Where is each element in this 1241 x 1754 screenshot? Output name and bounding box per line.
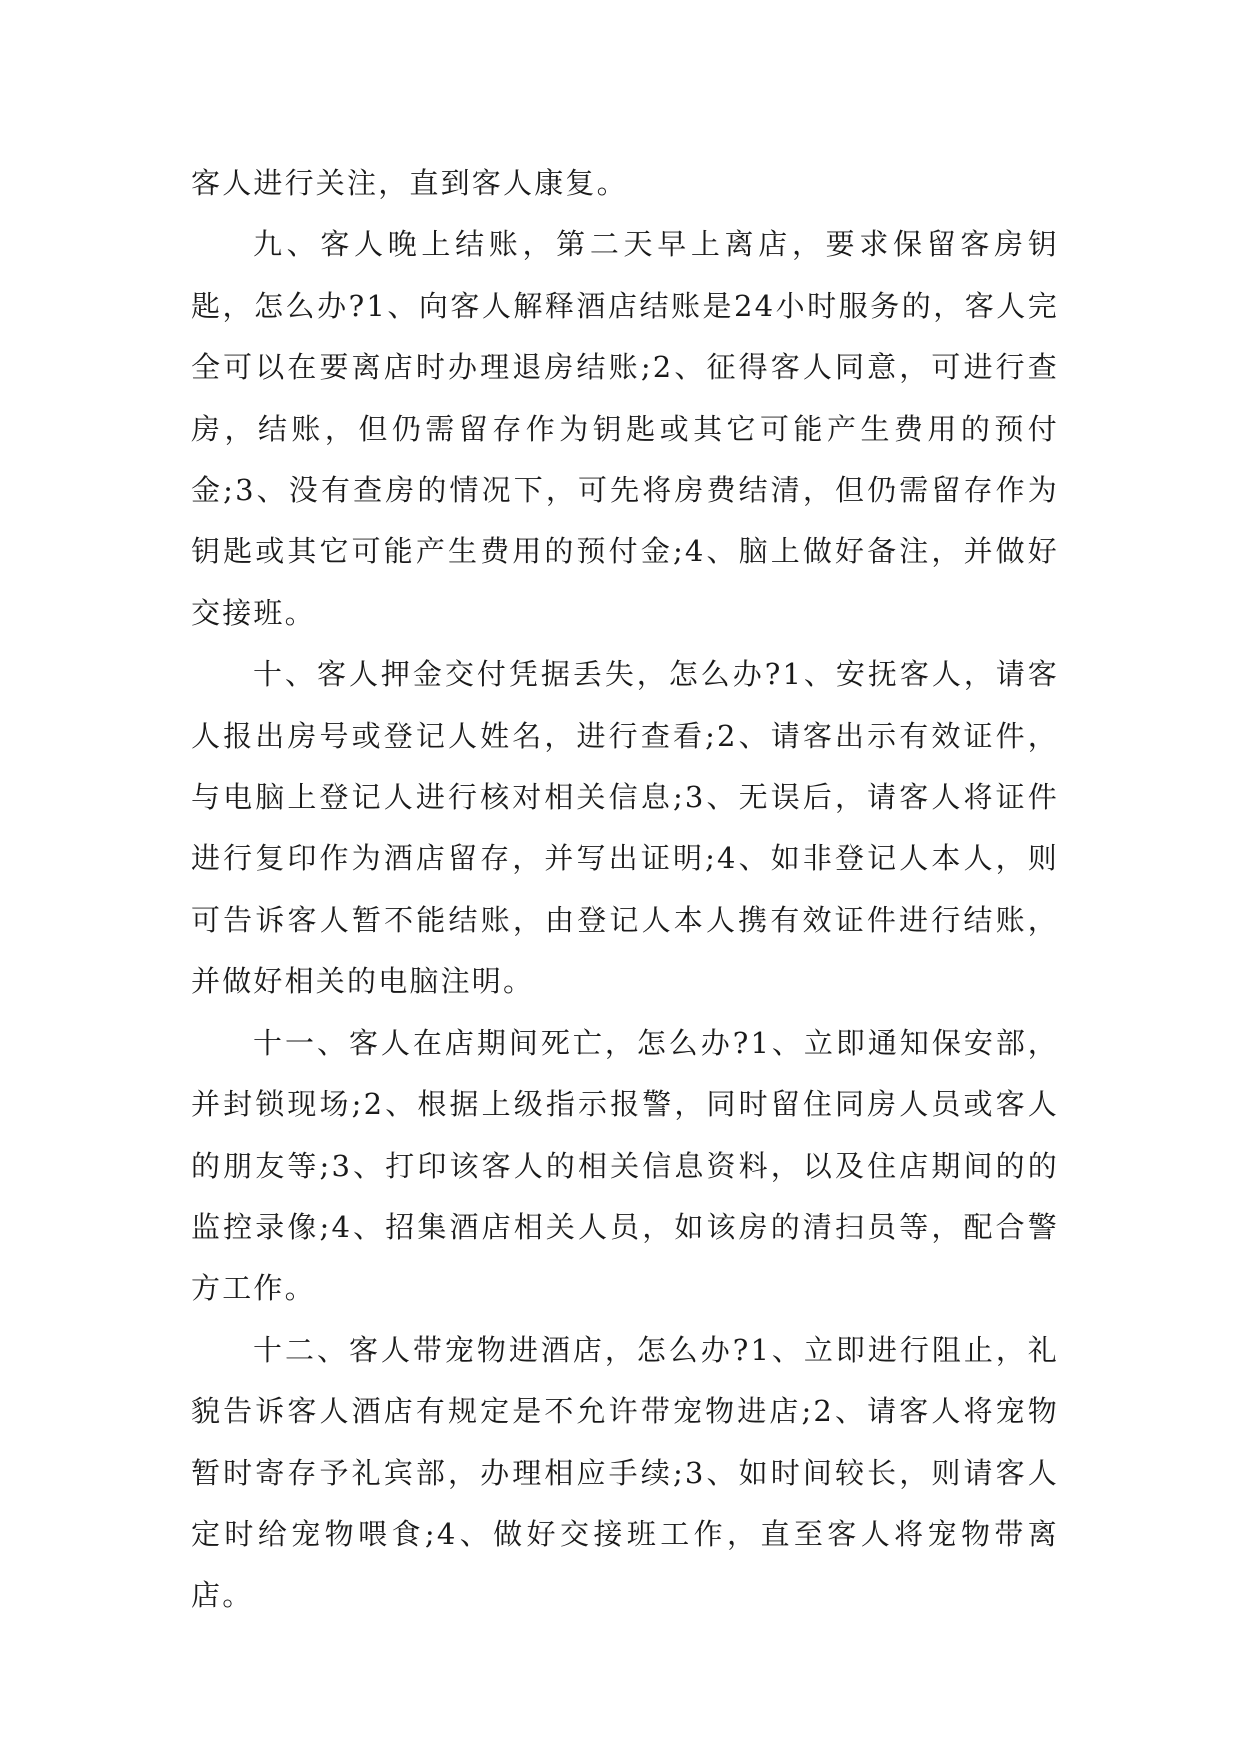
- document-body: [191, 153, 1059, 1627]
- paragraph-item-12: 十二、客人带宠物进酒店，怎么办?1、立即进行阻止，礼貌告诉客人酒店有规定是不允许带宠物进店;2、请客人将宠物暂时寄存予礼宾部，办理相应手续;3、如时间较长，则请客人定时给宠物喂食;4、做好交接班工作，直至客人将宠物带离店。: [191, 1332, 1059, 1613]
- paragraph-continuation: 客人进行关注，直到客人康复。: [191, 166, 628, 200]
- paragraph-item-11: 十一、客人在店期间死亡，怎么办?1、立即通知保安部，并封锁现场;2、根据上级指示报警，同时留住同房人员或客人的朋友等;3、打印该客人的相关信息资料，以及住店期间的的监控录像;4、招集酒店相关人员，如该房的清扫员等，配合警方工作。: [191, 1025, 1059, 1306]
- paragraph-item-10: 十、客人押金交付凭据丢失，怎么办?1、安抚客人，请客人报出房号或登记人姓名，进行查看;2、请客出示有效证件，与电脑上登记人进行核对相关信息;3、无误后，请客人将证件进行复印作为酒店留存，并写出证明;4、如非登记人本人，则可告诉客人暂不能结账，由登记人本人携有效证件进行结账，并做好相关的电脑注明。: [191, 657, 1059, 999]
- paragraph-item-9: 九、客人晚上结账，第二天早上离店，要求保留客房钥匙，怎么办?1、向客人解释酒店结账是24小时服务的，客人完全可以在要离店时办理退房结账;2、征得客人同意，可进行查房，结账，但仍需留存作为钥匙或其它可能产生费用的预付金;3、没有查房的情况下，可先将房费结清，但仍需留存作为钥匙或其它可能产生费用的预付金;4、脑上做好备注，并做好交接班。: [191, 227, 1059, 630]
